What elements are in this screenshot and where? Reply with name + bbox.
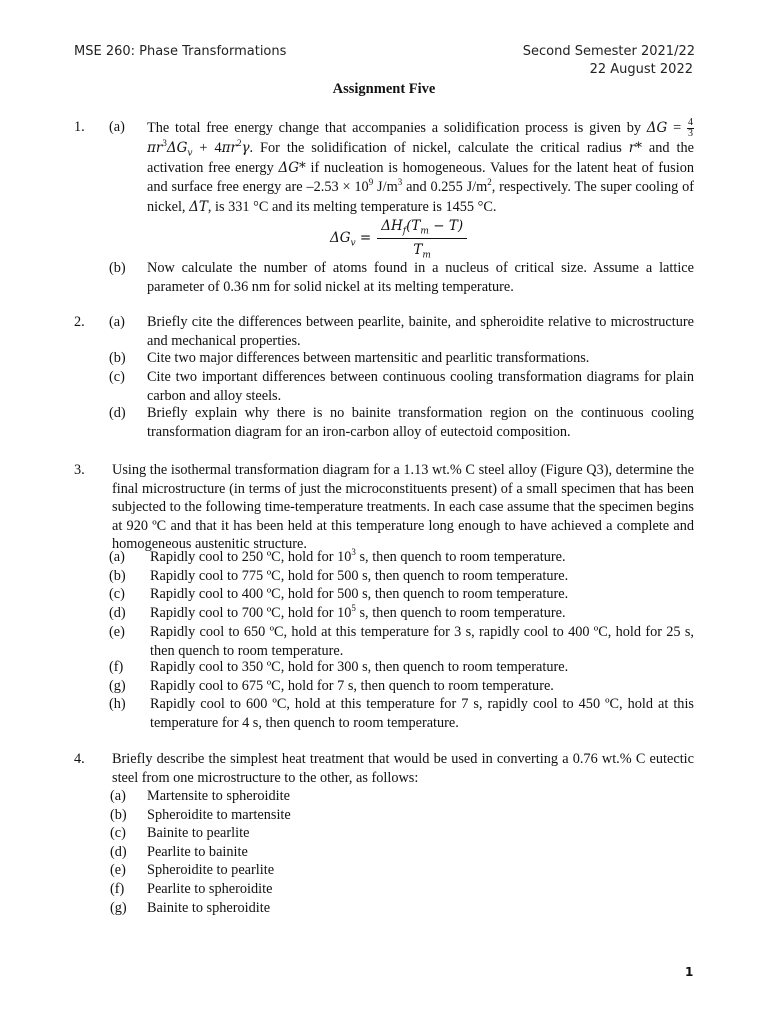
item-text: Rapidly cool to 350 ºC, hold for 300 s, then quench to room temperature. [150,659,569,675]
item-label: (a) [109,119,125,135]
item-label: (b) [110,807,127,823]
item-label: (h) [109,696,126,712]
item-label: (a) [109,314,125,330]
item-text: Pearlite to spheroidite [147,881,273,897]
item-label: (d) [110,844,127,860]
question-number: 1. [74,119,85,135]
item-text: Rapidly cool to 250 ºC, hold for $10^3$ s, then quench to room temperature. [150,547,566,565]
item-label: (d) [109,405,126,421]
item-label: (g) [109,678,126,694]
item-text: Now calculate the number of atoms found in a nucleus of critical size. Assume a lattice parameter of 0.36 nm for solid nickel at its melting temperature. [147,260,694,295]
question-number: 4. [74,751,85,767]
item-text: The total free energy change that accompanies a solidification process is given by ΔG = $\frac{4}{3}$ $\pi r^3\Delta G_v + 4\pi r^2\gamma$. For the solidification of nickel, calculate the critical radius r* and the activation free energy ΔG* if nucleation is homogeneous. Values for the latent heat of fusion and surface free energy are $-2.53 \times 10^9$ $J/m^3$ and 0.255 $J/m^2$, respectively. The super cooling of nickel, ΔT, is 331 °C and its melting temperature is 1455 °C. [147,117,695,215]
question-number: 3. [74,462,85,478]
item-text: Rapidly cool to 600 ºC, hold at this temperature for 7 s, rapidly cool to 450 ºC, hold at this temperature for 4 s, then quench to room temperature. [150,696,694,731]
item-text: Spheroidite to martensite [147,807,291,823]
question-4-intro: Briefly describe the simplest heat treatment that would be used in converting a 0.76 wt.% C eutectic steel from one microstructure to the other, as follows: [112,751,694,786]
item-text: Bainite to spheroidite [147,900,271,916]
item-label: (e) [109,624,125,640]
item-label: (b) [109,350,126,366]
question-3-intro: Using the isothermal transformation diagram for a 1.13 wt.% C steel alloy (Figure Q3), determine the final microstructure (in terms of just the microconstituents present) of a small specimen that has been subjected to the following time-temperature treatments. In each case assume that the specimen begins at 920 ºC and that it has been held at this temperature long enough to have achieved a complete and homogeneous austenitic structure. [112,462,694,552]
driving-force-equation: $\Delta G_v$ = $\Delta H_f(T_m - T)$ $T_m$ [330,217,467,259]
item-label: (c) [109,586,125,602]
item-label: (g) [110,900,127,916]
item-text: Pearlite to bainite [147,844,248,860]
item-text: Bainite to pearlite [147,825,250,841]
item-text: Cite two major differences between martensitic and pearlitic transformations. [147,350,590,366]
item-text: Martensite to spheroidite [147,788,290,804]
item-text: Cite two important differences between continuous cooling transformation diagrams for plain carbon and alloy steels. [147,369,694,404]
semester-label: Second Semester 2021/22 [522,44,695,59]
item-text: Rapidly cool to 650 ºC, hold at this temperature for 3 s, rapidly cool to 400 ºC, hold for 25 s, then quench to room temperature. [150,624,694,659]
item-label: (e) [110,862,126,878]
item-label: (a) [109,549,125,565]
item-label: (c) [109,369,125,385]
item-text: Rapidly cool to 775 ºC, hold for 500 s, then quench to room temperature. [150,568,569,584]
item-label: (a) [110,788,126,804]
assignment-date: 22 August 2022 [589,62,693,77]
item-label: (b) [109,260,126,276]
item-label: (d) [109,605,126,621]
item-label: (f) [109,659,124,675]
page-title: Assignment Five [332,81,436,97]
item-text: Rapidly cool to 675 ºC, hold for 7 s, then quench to room temperature. [150,678,554,694]
item-label: (f) [110,881,125,897]
item-text: Rapidly cool to 700 ºC, hold for $10^5$ s, then quench to room temperature. [150,603,566,621]
item-label: (b) [109,568,126,584]
item-label: (c) [110,825,126,841]
item-text: Spheroidite to pearlite [147,862,275,878]
course-title: MSE 260: Phase Transformations [74,44,287,59]
question-number: 2. [74,314,85,330]
item-text: Rapidly cool to 400 ºC, hold for 500 s, then quench to room temperature. [150,586,569,602]
page-number: 1 [685,965,694,979]
item-text: Briefly cite the differences between pearlite, bainite, and spheroidite relative to microstructure and mechanical properties. [147,314,694,349]
item-text: Briefly explain why there is no bainite transformation region on the continuous cooling transformation diagram for an iron-carbon alloy of eutectoid composition. [147,405,694,440]
